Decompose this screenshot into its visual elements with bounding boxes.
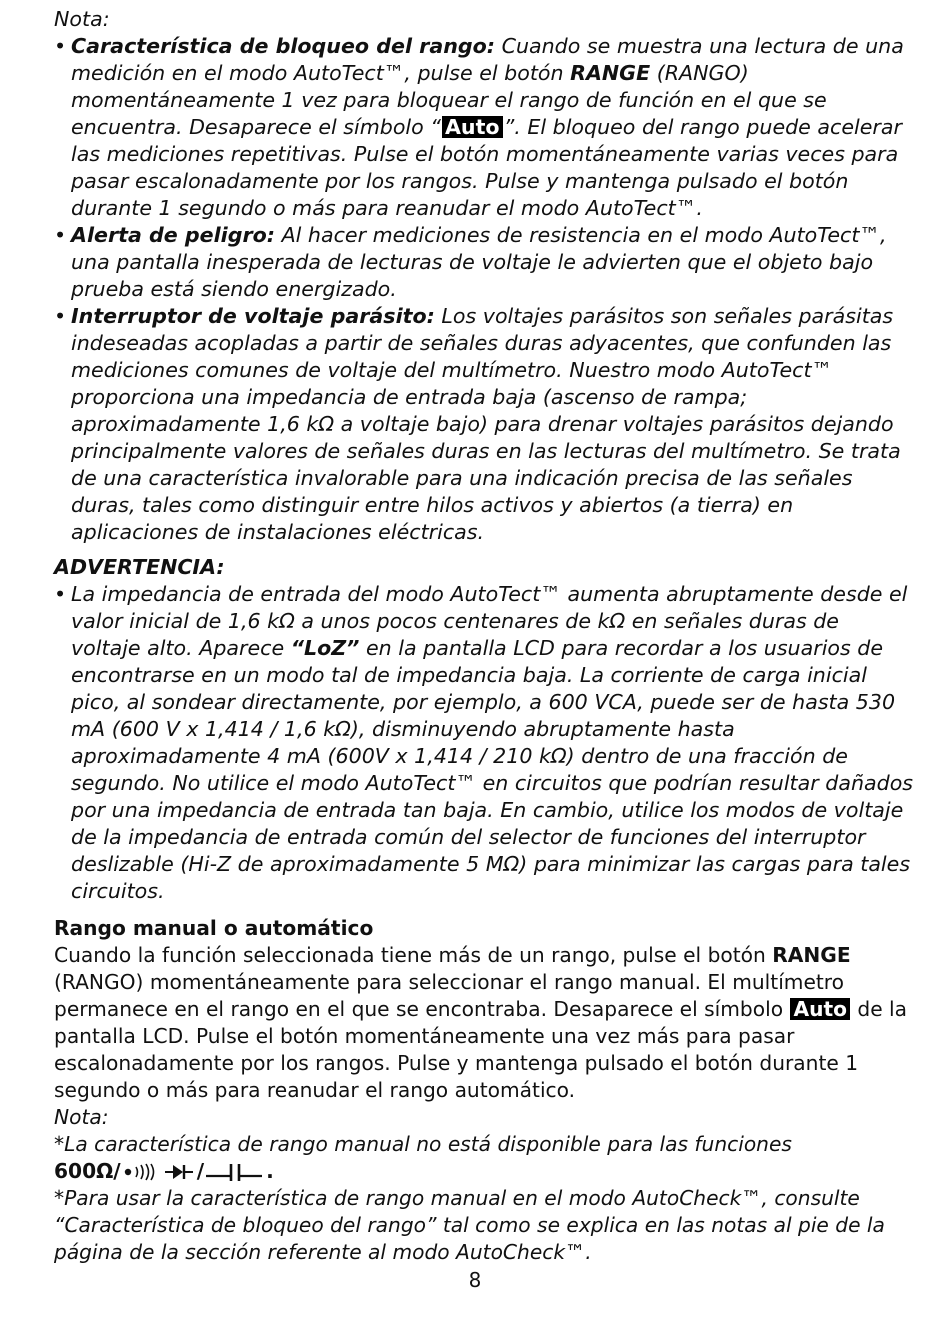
note2-line3: *Para usar la característica de rango manual en el modo AutoCheck™, consulte “Característica de bloqueo del rango” tal como se explica en las notas al pie de la página de la sección referente al modo AutoCheck™. [54, 1186, 885, 1264]
bullet-title: Interruptor de voltaje parásito: [71, 304, 435, 328]
manual-range-text: Cuando la función seleccionada tiene más de un rango, pulse el botón RANGE (RANGO) momentáneamente para seleccionar el rango manual. El multímetro permanece en el rango en el que se encontraba. Desaparece el símbolo Auto de la pantalla LCD. Pulse el botón momentáneamente una vez más para pasar escalonadamente por los rangos. Pulse y mantenga pulsado el botón durante 1 segundo o más para reanudar el rango automático. [54, 943, 908, 1102]
warning-text: • La impedancia de entrada del modo AutoTect™ aumenta abruptamente desde el valor inicial de 1,6 kΩ a unos pocos centenares de kΩ en señales duras de voltaje alto. Aparece “LoZ” en la pantalla LCD para recordar a los usuarios de encontrarse en un modo tal de impedancia baja. La corriente de carga inicial pico, al sondear directamente, por ejemplo, a 600 VCA, puede ser de hasta 530 mA (600 V x 1,414 / 1,6 kΩ), disminuyendo abruptamente hasta aproximadamente 4 mA (600V x 1,414 / 210 kΩ) dentro de una fracción de segundo. No utilice el modo AutoTect™ en circuitos que podrían resultar dañados por una impedancia de entrada tan baja. En cambio, utilice los modos de voltaje de la impedancia de entrada común del selector de funciones del interruptor deslizable (Hi-Z de aproximadamente 5 MΩ) para minimizar las cargas para tales circuitos. [54, 581, 914, 905]
feature-bullet-list [54, 33, 914, 546]
warning-title: ADVERTENCIA: [54, 555, 225, 579]
bullet-title: Alerta de peligro: [71, 223, 276, 247]
warning-block [54, 554, 914, 905]
continuity-icon [123, 1163, 163, 1181]
bullet-ghost-voltage: • Interruptor de voltaje parásito: Los voltajes parásitos son señales parásitas indeseadas acopladas a partir de señales duras adyacentes, que confunden las mediciones comunes de voltaje del multímetro. Nuestro modo AutoTect™ proporciona una impedancia de entrada baja (ascenso de rampa; aproximadamente 1,6 kΩ a voltaje bajo) para drenar voltajes parásitos dejando principalmente valores de señales duras en las lecturas del multímetro. Se trata de una característica invalorable para una indicación precisa de las señales duras, tales como distinguir entre hilos activos y abiertos (a tierra) en aplicaciones de instalaciones eléctricas. [54, 303, 914, 546]
note2-block [54, 1104, 914, 1266]
note-label: Nota: [54, 7, 110, 31]
bullet-danger-alert: • Alerta de peligro: Al hacer mediciones de resistencia en el modo AutoTect™, una pantalla inesperada de lecturas de voltaje le advierten que el objeto bajo prueba está siendo energizado. [54, 222, 914, 303]
bullet-title: Característica de bloqueo del rango: [71, 34, 496, 58]
auto-symbol: Auto [790, 998, 850, 1020]
slash-separator: / [196, 1159, 205, 1183]
capacitor-icon [206, 1162, 264, 1182]
auto-symbol: Auto [442, 116, 503, 138]
period: . [266, 1159, 274, 1183]
bullet-range-lock: • Característica de bloqueo del rango: Cuando se muestra una lectura de una medición en el modo AutoTect™, pulse el botón RANGE (RANGO) momentáneamente 1 vez para bloquear el rango de función en el que se encuentra. Desaparece el símbolo “ Auto ”. El bloqueo del rango puede acelerar las mediciones repetitivas. Pulse el botón momentáneamente varias veces para pasar escalonadamente por los rangos. Pulse y mantenga pulsado el botón durante 1 segundo o más para reanudar el modo AutoTect™. [54, 33, 914, 222]
note2-line1: *La característica de rango manual no está disponible para las funciones [54, 1132, 792, 1156]
section-title: Rango manual o automático [54, 916, 374, 940]
diode-icon [165, 1163, 195, 1181]
range-word: RANGE [570, 61, 651, 85]
note2-symbols-line [54, 1158, 914, 1185]
page-content [54, 6, 914, 1266]
loz-word: “LoZ” [290, 636, 360, 660]
page-number: 8 [468, 1268, 482, 1292]
note2-label: Nota: [54, 1105, 109, 1129]
ohm-symbol-text: 600Ω/ [54, 1159, 121, 1183]
range-word: RANGE [772, 943, 851, 967]
